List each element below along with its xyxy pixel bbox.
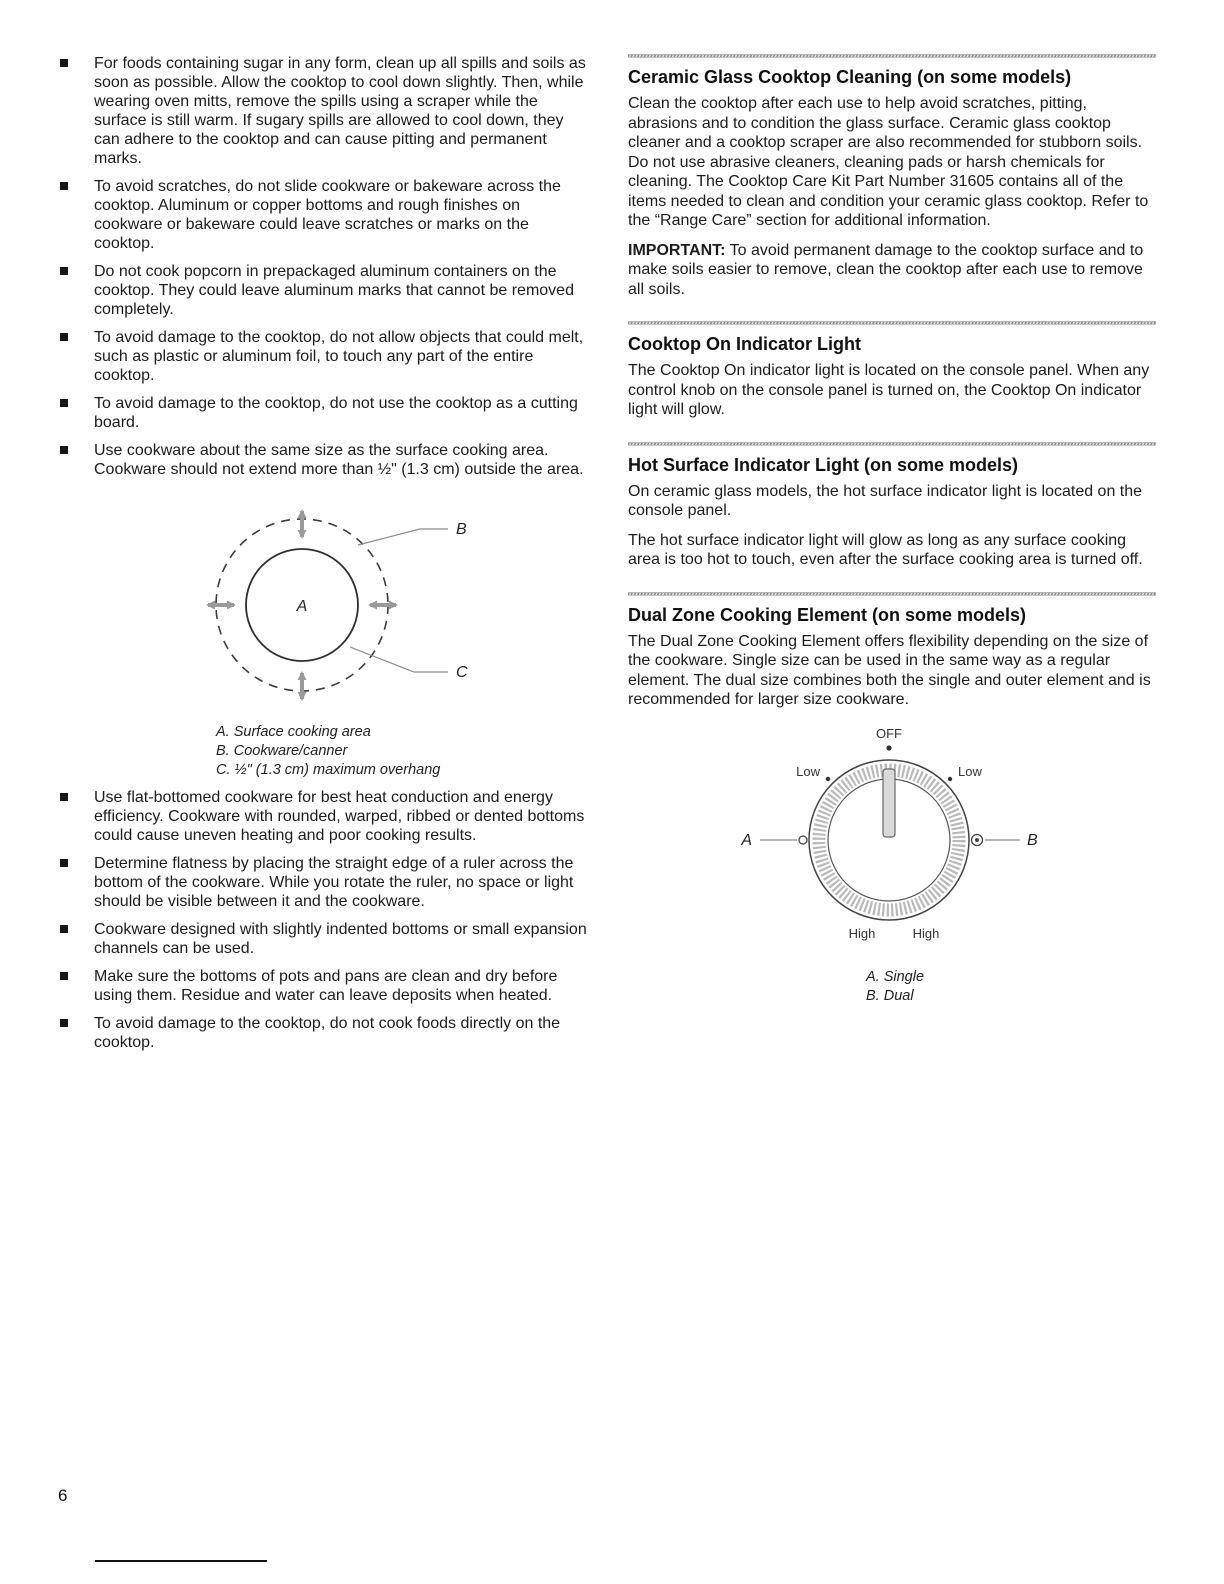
knob-low-right-label: Low	[958, 763, 982, 779]
bullet-text: Do not cook popcorn in prepackaged aluminum containers on the cooktop. They could leave aluminum marks that cannot be removed completely.	[94, 263, 574, 318]
page-number: 6	[58, 1486, 68, 1505]
cooking-area-diagram	[152, 491, 532, 719]
square-bullet-icon	[60, 441, 94, 479]
control-knob-figure	[628, 722, 1156, 1006]
caption-line: A. Surface cooking area	[216, 724, 371, 740]
bullet-text: To avoid damage to the cooktop, do not cook foods directly on the cooktop.	[94, 1015, 561, 1051]
section-dual-zone-element	[628, 592, 1156, 1006]
square-bullet-icon	[60, 788, 94, 845]
list-item	[60, 967, 592, 1005]
left-column	[60, 54, 592, 1061]
section-heading: Hot Surface Indicator Light (on some models)	[628, 454, 1019, 475]
label-b-leader	[358, 529, 448, 545]
diagram-caption	[216, 723, 592, 780]
list-item	[60, 920, 592, 958]
knob-high-left-label: High	[848, 925, 876, 941]
paragraph: Clean the cooktop after each use to help avoid scratches, pitting, abrasions and to condition the glass surface. Ceramic glass cooktop cleaner and a cooktop scraper are also recommended for stubborn soils. Do not use abrasive cleaners, cleaning pads or harsh chemicals for cleaning. The Cooktop Care Kit Part Number 31605 contains all of the items needed to clean and condition your ceramic glass cooktop. Refer to the “Range Care” section for additional information.	[628, 95, 1149, 229]
paragraph: The Dual Zone Cooking Element offers flexibility depending on the size of the cookware. Single size can be used in the same way as a regular element. The dual size combines both the single and outer element and is recommended for larger size cookware.	[628, 632, 1151, 708]
single-element-marker	[799, 836, 807, 844]
dual-element-marker-center	[975, 838, 979, 842]
section-heading: Cooktop On Indicator Light	[628, 334, 861, 354]
diagram-label-c: C	[456, 664, 468, 681]
list-item	[60, 788, 592, 845]
knob-pointer	[883, 769, 895, 837]
knob-low-left-label: Low	[796, 763, 820, 779]
bullet-list-bottom	[60, 788, 592, 1052]
list-item	[60, 262, 592, 319]
square-bullet-icon	[60, 854, 94, 911]
knob-label-a: A	[741, 831, 752, 849]
caption-line: C. ½" (1.3 cm) maximum overhang	[216, 762, 441, 778]
section-divider	[628, 592, 1156, 596]
list-item	[60, 1014, 592, 1052]
important-label: IMPORTANT:	[628, 241, 726, 259]
bullet-text: To avoid damage to the cooktop, do not allow objects that could melt, such as plastic or aluminum foil, to touch any part of the entire cooktop.	[94, 329, 584, 384]
important-text: To avoid permanent damage to the cooktop surface and to make soils easier to remove, clean the cooktop after each use to remove all soils.	[628, 241, 1144, 298]
bullet-text: Make sure the bottoms of pots and pans are clean and dry before using them. Residue and water can leave deposits when heated.	[94, 968, 558, 1004]
important-note	[628, 241, 1156, 300]
bullet-text: To avoid damage to the cooktop, do not use the cooktop as a cutting board.	[94, 395, 578, 431]
list-item	[60, 394, 592, 432]
list-item	[60, 328, 592, 385]
control-knob-diagram	[714, 722, 1074, 964]
section-divider	[628, 442, 1156, 446]
section-divider	[628, 54, 1156, 58]
list-item	[60, 54, 592, 168]
bullet-text: To avoid scratches, do not slide cookware or bakeware across the cooktop. Aluminum or copper bottoms and rough finishes on cookware or bakeware could leave scratches or marks on the cooktop.	[94, 178, 561, 252]
section-heading: Dual Zone Cooking Element (on some models)	[628, 604, 1027, 625]
square-bullet-icon	[60, 920, 94, 958]
right-column	[628, 54, 1156, 1028]
caption-line: B. Cookware/canner	[216, 743, 348, 759]
square-bullet-icon	[60, 394, 94, 432]
paragraph: The hot surface indicator light will glow as long as any surface cooking area is too hot to touch, even after the surface cooking area is turned off.	[628, 531, 1143, 568]
knob-caption	[866, 968, 1156, 1006]
list-item	[60, 854, 592, 911]
knob-off-label: OFF	[876, 725, 902, 741]
off-position-dot	[886, 745, 891, 750]
list-item	[60, 441, 592, 479]
caption-line: B. Dual	[866, 987, 914, 1004]
section-divider	[628, 321, 1156, 325]
bullet-text: Use flat-bottomed cookware for best heat conduction and energy efficiency. Cookware with rounded, warped, ribbed or dented bottoms could cause uneven heating and poor cooking results.	[94, 789, 585, 844]
low-left-dot	[826, 776, 830, 780]
diagram-label-a: A	[296, 598, 308, 615]
low-right-dot	[948, 776, 952, 780]
diagram-label-b: B	[456, 521, 467, 538]
paragraph: On ceramic glass models, the hot surface indicator light is located on the console panel.	[628, 482, 1143, 519]
square-bullet-icon	[60, 1014, 94, 1052]
square-bullet-icon	[60, 328, 94, 385]
label-c-leader	[350, 647, 448, 672]
section-ceramic-glass-cleaning	[628, 54, 1156, 299]
section-heading: Ceramic Glass Cooktop Cleaning (on some models)	[628, 67, 1072, 87]
bullet-text: For foods containing sugar in any form, clean up all spills and soils as soon as possible. Allow the cooktop to cool down slightly. Then, while wearing oven mitts, remove the spills using a scraper while the surface is still warm. If sugary spills are allowed to cool down, they can adhere to the cooktop and can cause pitting and permanent marks.	[94, 55, 586, 167]
cooking-area-figure	[60, 491, 592, 780]
bullet-text: Use cookware about the same size as the surface cooking area. Cookware should not extend more than ½" (1.3 cm) outside the area.	[94, 442, 584, 478]
bullet-text: Cookware designed with slightly indented bottoms or small expansion channels can be used.	[94, 921, 587, 957]
bullet-list-top	[60, 54, 592, 479]
bullet-text: Determine flatness by placing the straight edge of a ruler across the bottom of the cookware. While you rotate the ruler, no space or light should be visible between it and the cookware.	[94, 855, 574, 910]
footer-rule	[95, 1560, 267, 1562]
caption-line: A. Single	[866, 968, 925, 985]
square-bullet-icon	[60, 967, 94, 1005]
square-bullet-icon	[60, 177, 94, 253]
square-bullet-icon	[60, 262, 94, 319]
section-hot-surface-indicator	[628, 442, 1156, 570]
square-bullet-icon	[60, 54, 94, 168]
section-cooktop-on-indicator	[628, 321, 1156, 420]
paragraph: The Cooktop On indicator light is located on the console panel. When any control knob on the console panel is turned on, the Cooktop On indicator light will glow.	[628, 362, 1150, 418]
knob-high-right-label: High	[912, 925, 940, 941]
knob-label-b: B	[1027, 831, 1038, 849]
list-item	[60, 177, 592, 253]
